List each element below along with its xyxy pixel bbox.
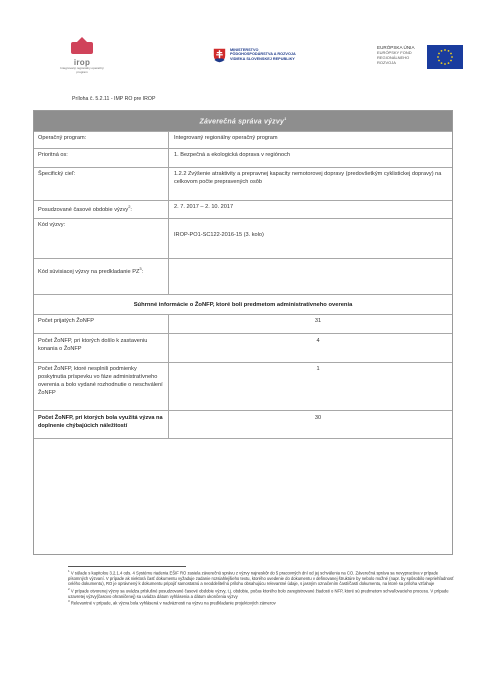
ministry-logo <box>213 48 300 63</box>
row-completion-requests <box>34 411 452 439</box>
row-call-code <box>34 219 452 259</box>
value-priority-axis: 1. Bezpečná a ekologická doprava v regiónoch <box>174 152 290 158</box>
label-specific-objective: Špecifický cieľ: <box>34 168 169 200</box>
row-priority-axis <box>34 149 452 168</box>
label-received-applications: Počet prijatých ŽoNFP <box>34 315 169 333</box>
eu-logo <box>377 45 463 69</box>
label-stopped-applications: Počet ŽoNFP, pri ktorých došlo k zastaveniu konania o ŽoNFP <box>34 334 169 362</box>
irop-logo <box>60 42 104 74</box>
irop-house-icon <box>69 42 95 60</box>
value-call-code: IROP-PO1-SC122-2016-15 (3. kolo) <box>174 232 264 238</box>
footnote-3: $^3$ Relevantné v prípade, ak výzva bola vyhlásená v nadväznosti na výzvu na predkladanie projektových zámerov <box>68 599 276 606</box>
annex-label: Príloha č. 5.2.11 - IMP RO pre IROP <box>72 96 156 102</box>
eu-logo-text <box>377 45 423 65</box>
eu-flag-icon <box>427 45 463 69</box>
final-report-table <box>33 110 453 555</box>
row-received-applications <box>34 315 452 334</box>
summary-heading-row <box>34 295 452 315</box>
row-empty <box>34 439 452 573</box>
report-title: Záverečná správa výzvy$^1$ <box>199 116 287 126</box>
value-operational-programme: Integrovaný regionálny operačný program <box>174 135 278 141</box>
eu-name: EURÓPSKA ÚNIA <box>377 45 415 50</box>
value-specific-objective: 1.2.2 Zvýšenie atraktivity a prepravnej kapacity nemotorovej dopravy (predovšetkým cyklistickej dopravy) na celkovom počte prepravených osôb <box>174 171 442 185</box>
label-completion-requests: Počet ŽoNFP, pri ktorých bola využitá výzva na doplnenie chýbajúcich náležitostí <box>34 411 169 438</box>
row-specific-objective <box>34 168 452 201</box>
irop-logo-word: irop <box>73 58 91 67</box>
value-stopped-applications: 4 <box>316 338 320 344</box>
value-received-applications: 31 <box>314 318 322 324</box>
summary-heading: Súhrnné informácie o ŽoNFP, ktoré boli predmetom administratívneho overenia <box>133 301 353 308</box>
label-priority-axis: Prioritná os: <box>34 149 169 167</box>
irop-logo-subtitle: Integrovaný regionálny operačný program <box>60 66 104 74</box>
label-rejected-applications: Počet ŽoNFP, ktoré nesplnili podmienky poskytnutia príspevku vo fáze administratívneho overenia a bolo vydané rozhodnutie o neschválení ŽoNFP <box>34 363 169 410</box>
row-rejected-applications <box>34 363 452 411</box>
row-stopped-applications <box>34 334 452 363</box>
label-assessed-period: Posudzované časové obdobie výzvy$^2$: <box>34 201 169 218</box>
value-related-call-code <box>169 259 452 294</box>
footnote-1: $^1$ V súlade s kapitolou 3.2.1.4 ods. 4 Systému riadenia EŠIF RO zasiela záverečnú správu z výzvy najneskôr do 5 pracovných dní od jej schválenia na CO. Záverečná správa sa nevypracúva v prípade písomných výzvaní. V prípade ak niektorá časť dokumentu vyžaduje zadanie rozsiahlejšieho textu, ktorého uvedenie do dokumentu v definovanej štruktúre by nebolo možné (napr. by spôsobilo nepriehľadnosť celého dokumentu), RO je oprávnený k dokumentu pripojiť samostatnú a neoddeliteľnú prílohu obsahujúcu relevantné údaje, s jasným označením častí/častí dokumentu, na ktoré sa príloha vzťahuje <box>68 569 454 587</box>
footnote-divider <box>68 566 186 567</box>
label-operational-programme: Operačný program: <box>34 132 169 148</box>
eu-fund-name: EURÓPSKY FOND REGIONÁLNEHO ROZVOJA <box>377 50 412 65</box>
label-call-code: Kód výzvy: <box>34 219 169 258</box>
footnotes <box>68 569 454 607</box>
row-operational-programme <box>34 132 452 149</box>
row-related-call-code <box>34 259 452 295</box>
row-assessed-period <box>34 201 452 219</box>
value-completion-requests: 30 <box>314 415 322 421</box>
report-title-row <box>34 111 452 132</box>
slovak-crest-icon <box>213 48 226 63</box>
ministry-name: MINISTERSTVO PÔDOHOSPODÁRSTVA A ROZVOJA VIDIEKA SLOVENSKEJ REPUBLIKY <box>230 48 296 61</box>
value-assessed-period: 2. 7. 2017 – 2. 10. 2017 <box>174 204 234 210</box>
label-related-call-code: Kód súvisiacej výzvy na predkladanie $PZ^3$: <box>34 259 169 294</box>
value-rejected-applications: 1 <box>316 366 320 372</box>
footnote-2: $^2$ V prípade otvorenej výzvy sa uvádza príslušné posudzované časové obdobie výzvy, t.j. obdobie, počas ktorého bolo zaregistrované žiadosti o NFP, ktoré sú predmetom schvaľovacieho procesu. V prípade uzavretej výzvy(časovo ohraničenej) sa uvádza dátum vyhlásenia a dátum ukončenia výzvy <box>68 586 449 599</box>
